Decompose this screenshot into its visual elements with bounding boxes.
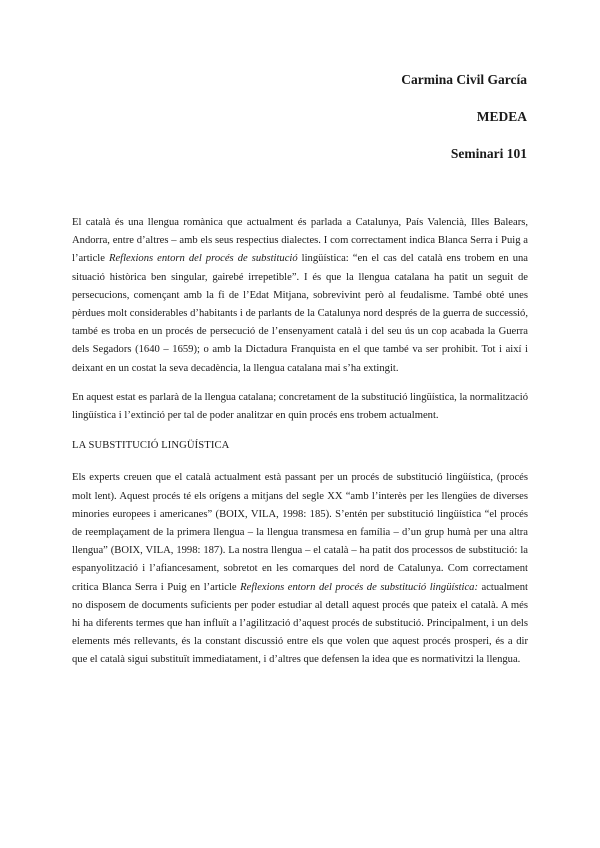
document-body bbox=[72, 214, 528, 682]
paragraph-intro bbox=[72, 214, 528, 378]
paragraph-substitution bbox=[72, 469, 528, 669]
document-header bbox=[401, 70, 527, 163]
paragraph-intro-text-b: lingüística: “en el cas del català ens trobem en una situació històrica ben singular, gairebé irrepetible”. I és que la llengua catalana ha patit un seguit de persecucions, començant amb la fi de l’Edat Mitjana, sobrevivint però al feudalisme. També obté unes pèrdues molt considerables d’habitants i de parlants de la Catalunya nord després de la guerra de successió, també es troba en un procés de persecució de l’ensenyament català i del seu ús un cop acabada la Guerra dels Segadors (1640 – 1659); o amb la Dictadura Franquista en el que també va ser prohibit. Tot i així i deixant en un costat la seva decadència, la llengua catalana mai s’ha extingit. bbox=[72, 253, 528, 374]
section-heading: LA SUBSTITUCIÓ LINGÜÍSTICA bbox=[72, 440, 230, 452]
paragraph-substitution-article-title: Reflexions entorn del procés de substitució lingüística: bbox=[240, 581, 478, 593]
course-name: Seminari 101 bbox=[450, 146, 527, 161]
paragraph-scope: En aquest estat es parlarà de la llengua catalana; concretament de la substitució lingüística, la normalització lingüística i l’extinció per tal de poder analitzar en quin procés ens trobem actualment. bbox=[72, 391, 528, 422]
document-title: MEDEA bbox=[476, 109, 527, 124]
author-name: Carmina Civil García bbox=[401, 72, 527, 87]
paragraph-substitution-text-b: actualment no disposem de documents suficients per poder estudiar al detall aquest procés que pateix el català. A més hi ha diferents termes que han influït a l’agilització d’aquest procés de substitució. Principalment, i un dels elements més rellevants, és la constant discussió entre els que volen que aquest procés prosperi, és a dir que el català sigui substituït immediatament, i d’altres que defensen la idea que es normativitzi la llengua. bbox=[72, 581, 528, 666]
paragraph-intro-article-title: Reflexions entorn del procés de substitució bbox=[108, 253, 298, 265]
paragraph-intro-text-a: El català és una llengua romànica que actualment és parlada a Catalunya, País Valencià, Illes Balears, Andorra, entre d’altres – amb els seus respectius dialectes. I com correctament indica Blanca Serra i Puig a l’article bbox=[72, 217, 528, 265]
paragraph-substitution-text-a: Els experts creuen que el català actualment està passant per un procés de substitució lingüística, (procés molt lent). Aquest procés té els orígens a mitjans del segle XX “amb l’interès per les llengües de diverses minories europees i americanes” (BOIX, VILA, 1998: 185). S’entén per substitució lingüística “el procés de reemplaçament de la primera llengua – la llengua transmesa en família – d’un grup humà per una altra llengua” (BOIX, VILA, 1998: 187). La nostra llengua – el català – ha patit dos processos de substitució: la espanyolització i l’afiancesament, sobretot en les comarques del nord de Catalunya. Com correctament critica Blanca Serra i Puig en l’article bbox=[72, 472, 528, 593]
